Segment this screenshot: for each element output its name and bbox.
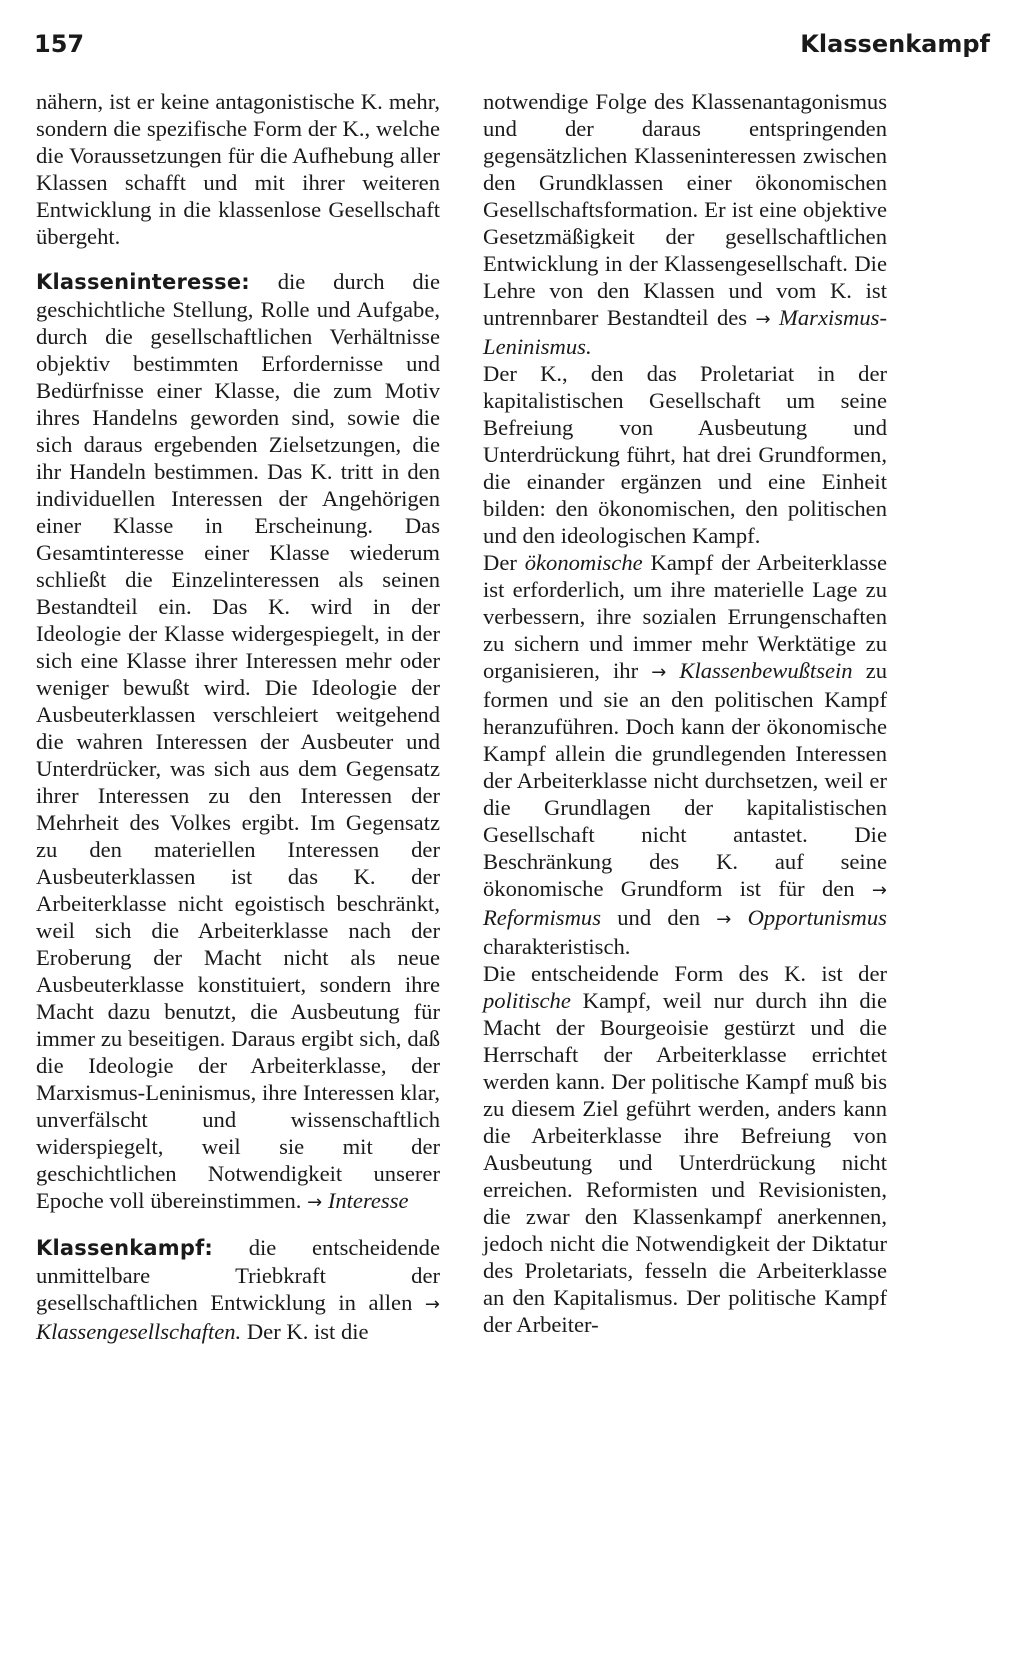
paragraph-text: Die entscheidende Form des K. ist der <box>483 961 887 986</box>
paragraph-text: und den <box>617 905 701 930</box>
definition-text: die entscheidende unmittelbare Triebkraft der gesellschaftlichen Entwicklung in allen <box>36 1235 440 1315</box>
paragraph-3 <box>483 549 887 960</box>
paragraph-text: Der K., den das Proletariat in der kapitalistischen Gesellschaft um seine Befreiung von Ausbeutung und Unterdrückung führt, hat drei Grundformen, die einander ergänzen und eine Einheit bilden: den ökonomischen, den politischen und den ideologischen Kampf. <box>483 361 887 548</box>
continuation-text: nähern, ist er keine antagonistische K. mehr, sondern die spezifische Form der K., welche die Voraussetzungen für die Aufhebung aller Klassen schafft und mit ihrer weiteren Entwicklung in die klassenlose Gesellschaft übergeht. <box>36 89 440 249</box>
paragraph-2 <box>483 360 887 549</box>
definition-text: die durch die geschichtliche Stellung, Rolle und Aufgabe, durch die gesellschaftlichen Verhältnisse objektiv bestimmten Erfordernisse und Bedürfnisse einer Klasse, die zum Motiv ihres Handelns geworden sind, sowie die sich daraus ergebenden Zielsetzungen, die ihr Handeln bestimmen. Das K. tritt in den individuellen Interessen der Angehörigen einer Klasse in Erscheinung. Das Gesamtinteresse einer Klasse wiederum schließt die Einzelinteressen als seinen Bestandteil ein. Das K. wird in der Ideologie der Klasse widergespiegelt, in der sich eine Klasse ihrer Interessen mehr oder weniger bewußt wird. Die Ideologie der Ausbeuterklassen verschleiert weitgehend die wahren Interessen der Ausbeuter und Unterdrücker, was sich aus dem Gegensatz ihrer Interessen zu den Interessen der Mehrheit des Volkes ergibt. Im Gegensatz zu den materiellen Interessen der Ausbeuterklassen ist das K. der Arbeiterklasse nicht egoistisch beschränkt, weil sich die Arbeiterklasse nach der Eroberung der Macht nicht als neue Ausbeuterklasse konstituiert, sondern ihre Macht dazu benutzt, die Ausbeutung für immer zu beseitigen. Daraus ergibt sich, daß die Ideologie der Arbeiterklasse, der Marxismus-Leninismus, ihre Interessen klar, unverfälscht und wissenschaftlich widerspiegelt, weil sie mit der geschichtlichen Notwendigkeit unserer Epoche voll übereinstimmen. <box>36 269 440 1213</box>
paragraph-text: charakteristisch. <box>483 934 631 959</box>
entry-klassenkampf <box>36 1234 440 1345</box>
paragraph-text: Kampf der Arbeiterklasse ist erforderlich, um ihre materielle Lage zu verbessern, ihre sozialen Errungenschaften zu sichern und immer mehr Werktätige zu organisieren, ihr <box>483 550 887 683</box>
cross-reference-klassenbewusstsein: Klassenbewußtsein <box>679 658 853 683</box>
cross-reference-arrow-icon: → <box>424 1294 440 1315</box>
cross-reference-arrow-icon: → <box>871 880 887 901</box>
paragraph-text: Der <box>483 550 517 575</box>
page-number: 157 <box>34 30 85 58</box>
lemma-klassenkampf: Klassenkampf: <box>36 1236 214 1260</box>
cross-reference-arrow-icon: → <box>716 909 732 930</box>
paragraph-text: Kampf, weil nur durch ihn die Macht der Bourgeoisie gestürzt und die Herrschaft der Arbeiterklasse errichtet werden kann. Der politische Kampf muß bis zu diesem Ziel geführt werden, anders kann die Arbeiterklasse ihre Befreiung von Ausbeutung und Unterdrückung nicht erreichen. Reformisten und Revisionisten, die zwar den Klassenkampf anerkennen, jedoch nicht die Notwendigkeit der Diktatur des Proletariats, fesseln die Arbeiterklasse an den Kapitalismus. Der politische Kampf der Arbeiter- <box>483 988 887 1337</box>
lemma-klasseninteresse: Klasseninteresse: <box>36 270 250 294</box>
paragraph-text: zu formen und sie an den politischen Kampf heranzuführen. Doch kann der ökonomische Kampf allein die grundlegenden Interessen der Arbeiterklasse nicht durchsetzen, weil er die Grundlagen der kapitalistischen Gesellschaft nicht antastet. Die Beschränkung des K. auf seine ökonomische Grundform ist für den <box>483 658 888 901</box>
cross-reference-arrow-icon: → <box>307 1192 323 1213</box>
cross-reference-arrow-icon: → <box>755 309 771 330</box>
continuation-paragraph <box>36 88 440 250</box>
paragraph-4 <box>483 960 887 1338</box>
paragraph-text: notwendige Folge des Klassenantagonismus und der daraus entspringenden gegensätzlichen Klasseninteressen zwischen den Grundklassen einer ökonomischen Gesellschaftsformation. Er ist eine objektive Gesetzmäßigkeit der gesellschaftlichen Entwicklung in der Klassengesellschaft. Die Lehre von den Klassen und vom K. ist untrennbarer Bestandteil des <box>483 89 887 330</box>
right-column <box>483 88 887 1338</box>
cross-reference-arrow-icon: → <box>651 662 667 683</box>
cross-reference-interesse: Interesse <box>327 1188 409 1213</box>
cross-reference-marxismus-leninismus: Marxismus-Leninismus. <box>483 305 887 359</box>
cross-reference-klassengesellschaften: Klassengesellschaften. <box>36 1319 242 1344</box>
paragraph-1 <box>483 88 887 360</box>
cross-reference-opportunismus: Opportunismus <box>747 905 887 930</box>
page-header <box>34 30 990 70</box>
definition-tail: Der K. ist die <box>246 1319 369 1344</box>
emphasis-politische: politische <box>483 988 571 1013</box>
entry-klasseninteresse <box>36 268 440 1216</box>
cross-reference-reformismus: Reformismus <box>483 905 601 930</box>
running-head: Klassenkampf <box>800 30 990 58</box>
emphasis-oekonomische: ökonomische <box>524 550 643 575</box>
left-column <box>36 88 440 1345</box>
